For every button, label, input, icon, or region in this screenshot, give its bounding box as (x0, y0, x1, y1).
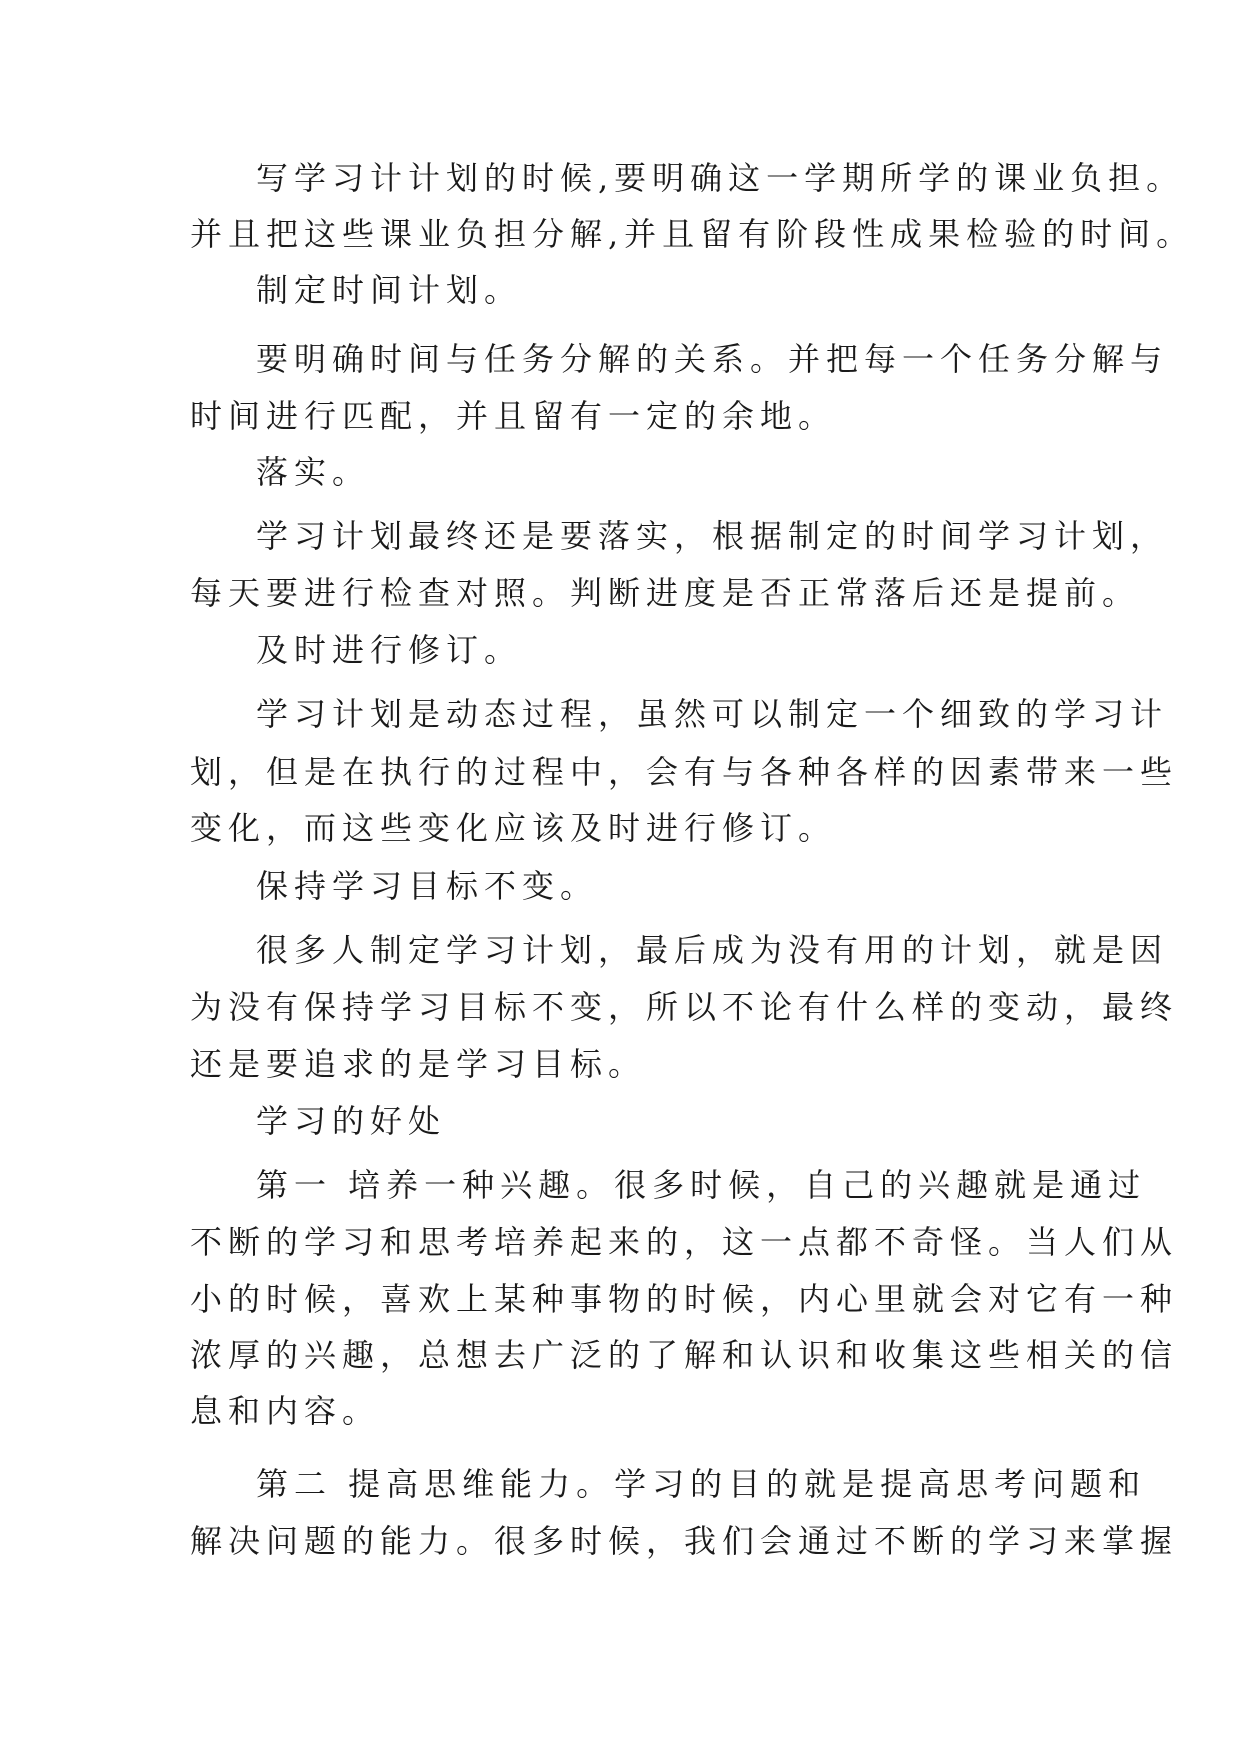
text-line: 解决问题的能力。很多时候，我们会通过不断的学习来掌握 (190, 1522, 1179, 1560)
text-line: 学习的好处 (256, 1102, 447, 1140)
text-line: 不断的学习和思考培养起来的，这一点都不奇怪。当人们从 (190, 1223, 1179, 1261)
text-line: 制定时间计划。 (256, 271, 523, 309)
text-line: 为没有保持学习目标不变，所以不论有什么样的变动，最终 (190, 988, 1179, 1026)
text-line: 学习计划是动态过程，虽然可以制定一个细致的学习计 (256, 695, 1169, 733)
text-line: 很多人制定学习计划，最后成为没有用的计划，就是因 (256, 931, 1169, 969)
text-line: 第二 提高思维能力。学习的目的就是提高思考问题和 (256, 1465, 1147, 1503)
text-line: 并且把这些课业负担分解,并且留有阶段性成果检验的时间。 (190, 215, 1195, 253)
text-line: 要明确时间与任务分解的关系。并把每一个任务分解与 (256, 340, 1169, 378)
text-line: 第一 培养一种兴趣。很多时候，自己的兴趣就是通过 (256, 1166, 1147, 1204)
text-line: 划，但是在执行的过程中，会有与各种各样的因素带来一些 (190, 753, 1179, 791)
text-line: 学习计划最终还是要落实，根据制定的时间学习计划， (256, 517, 1169, 555)
text-line: 每天要进行检查对照。判断进度是否正常落后还是提前。 (190, 574, 1141, 612)
text-line: 小的时候，喜欢上某种事物的时候，内心里就会对它有一种 (190, 1280, 1179, 1318)
text-line: 及时进行修订。 (256, 631, 523, 669)
text-line: 变化，而这些变化应该及时进行修订。 (190, 809, 837, 847)
text-line: 写学习计计划的时候,要明确这一学期所学的课业负担。 (256, 159, 1185, 197)
text-line: 息和内容。 (190, 1392, 381, 1430)
text-line: 保持学习目标不变。 (256, 867, 599, 905)
text-line: 落实。 (256, 453, 371, 491)
text-line: 时间进行匹配，并且留有一定的余地。 (190, 397, 837, 435)
text-line: 还是要追求的是学习目标。 (190, 1045, 647, 1083)
text-line: 浓厚的兴趣，总想去广泛的了解和认识和收集这些相关的信 (190, 1336, 1179, 1374)
